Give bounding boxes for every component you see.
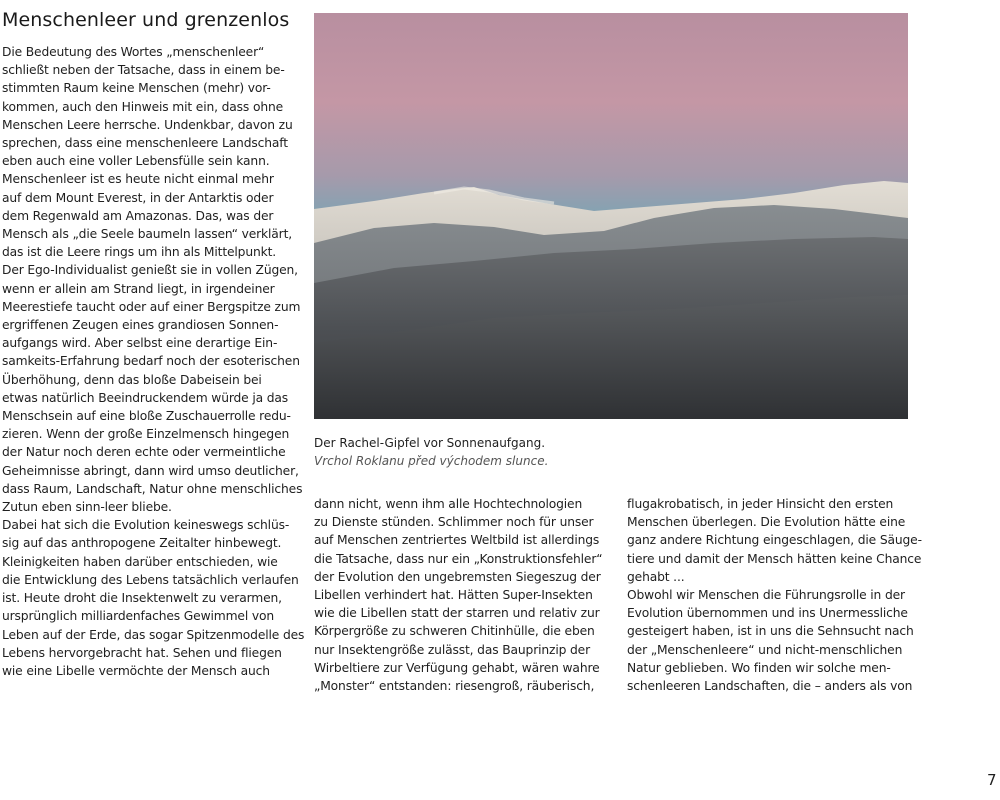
text-line: flugakrobatisch, in jeder Hinsicht den ersten bbox=[627, 497, 894, 511]
text-line: das ist die Leere rings um ihn als Mittelpunkt. bbox=[2, 245, 277, 260]
text-line: stimmten Raum keine Menschen (mehr) vor- bbox=[2, 81, 271, 96]
text-column-left bbox=[2, 43, 304, 680]
text-line: Geheimnisse abringt, dann wird umso deutlicher, bbox=[2, 463, 299, 478]
text-line: Wirbeltiere zur Verfügung gehabt, wären wahre bbox=[314, 660, 600, 675]
text-line: Kleinigkeiten haben darüber entschieden, wie bbox=[2, 554, 278, 569]
text-line: Leben auf der Erde, das sogar Spitzenmodelle des bbox=[2, 627, 305, 642]
text-line: der „Menschenleere“ und nicht-menschlichen bbox=[627, 642, 903, 657]
text-line: schließt neben der Tatsache, dass in einem be- bbox=[2, 63, 285, 78]
text-line: tiere und damit der Mensch hätten keine Chance bbox=[627, 551, 922, 566]
text-line: dem Regenwald am Amazonas. Das, was der bbox=[2, 208, 274, 223]
text-line: etwas natürlich Beeindruckendem würde ja das bbox=[2, 390, 289, 405]
text-line: dass Raum, Landschaft, Natur ohne menschliches bbox=[2, 481, 303, 496]
text-column-middle bbox=[314, 495, 602, 695]
text-line: auf dem Mount Everest, in der Antarktis oder bbox=[2, 190, 274, 205]
text-line: Der Ego-Individualist genießt sie in vollen Zügen, bbox=[2, 263, 298, 278]
text-line: nur Insektengröße zulässt, das Bauprinzip der bbox=[314, 642, 590, 657]
text-line: Körpergröße zu schweren Chitinhülle, die eben bbox=[314, 624, 595, 639]
text-line: Lebens hervorgebracht hat. Sehen und fliegen bbox=[2, 645, 282, 660]
text-line: zieren. Wenn der große Einzelmensch hingegen bbox=[2, 427, 290, 442]
text-column-right bbox=[627, 495, 922, 695]
text-line: wie die Libellen statt der starren und relativ zur bbox=[314, 606, 600, 621]
text-line: Die Bedeutung des Wortes „menschenleer“ bbox=[2, 45, 265, 59]
text-line: die Tatsache, dass nur ein „Konstruktionsfehler“ bbox=[314, 551, 603, 566]
text-line: dann nicht, wenn ihm alle Hochtechnologien bbox=[314, 497, 583, 511]
text-line: Meerestiefe taucht oder auf einer Bergspitze zum bbox=[2, 299, 301, 314]
text-line: sprechen, dass eine menschenleere Landschaft bbox=[2, 136, 288, 151]
text-line: aufgangs wird. Aber selbst eine derartige Ein- bbox=[2, 336, 278, 351]
text-line: Libellen verhindert hat. Hätten Super-Insekten bbox=[314, 588, 593, 603]
text-line: Überhöhung, denn das bloße Dabeisein bei bbox=[2, 372, 262, 387]
text-line: wenn er allein am Strand liegt, in irgendeiner bbox=[2, 281, 275, 296]
photo-caption bbox=[314, 434, 548, 470]
text-line: Obwohl wir Menschen die Führungsrolle in der bbox=[627, 588, 905, 603]
text-line: ist. Heute droht die Insektenwelt zu verarmen, bbox=[2, 591, 282, 606]
text-line: die Entwicklung des Lebens tatsächlich verlaufen bbox=[2, 572, 299, 587]
landscape-photo bbox=[314, 13, 908, 419]
text-line: kommen, auch den Hinweis mit ein, dass ohne bbox=[2, 99, 284, 114]
text-line: der Evolution den ungebremsten Siegeszug der bbox=[314, 569, 601, 584]
text-line: der Natur noch deren echte oder vermeintliche bbox=[2, 445, 286, 460]
text-line: „Monster“ entstanden: riesengroß, räuberisch, bbox=[314, 679, 595, 694]
caption-czech: Vrchol Roklanu před východem slunce. bbox=[314, 454, 549, 468]
text-line: Natur geblieben. Wo finden wir solche men- bbox=[627, 660, 891, 675]
text-line: gesteigert haben, ist in uns die Sehnsucht nach bbox=[627, 624, 914, 639]
text-line: auf Menschen zentriertes Weltbild ist allerdings bbox=[314, 533, 600, 548]
text-line: gehabt ... bbox=[627, 569, 685, 584]
text-line: Menschenleer ist es heute nicht einmal mehr bbox=[2, 172, 274, 187]
text-line: sig auf das anthropogene Zeitalter hinbewegt. bbox=[2, 536, 282, 551]
page-title: Menschenleer und grenzenlos bbox=[2, 9, 290, 31]
text-line: samkeits-Erfahrung bedarf noch der esoterischen bbox=[2, 354, 300, 369]
page-number: 7 bbox=[987, 771, 997, 789]
text-line: Menschen Leere herrsche. Undenkbar, davon zu bbox=[2, 117, 293, 132]
text-line: Menschsein auf eine bloße Zuschauerrolle redu- bbox=[2, 409, 291, 424]
text-line: zu Dienste stünden. Schlimmer noch für unser bbox=[314, 515, 594, 530]
text-line: wie eine Libelle vermöchte der Mensch auch bbox=[2, 663, 270, 678]
text-line: Evolution übernommen und ins Unermessliche bbox=[627, 606, 908, 621]
text-line: schenleeren Landschaften, die – anders als von bbox=[627, 679, 913, 694]
text-line: ursprünglich milliardenfaches Gewimmel von bbox=[2, 609, 275, 624]
text-line: Mensch als „die Seele baumeln lassen“ verklärt, bbox=[2, 227, 293, 242]
text-line: Menschen überlegen. Die Evolution hätte eine bbox=[627, 515, 906, 530]
text-line: eben auch eine voller Lebensfülle sein kann. bbox=[2, 154, 270, 169]
text-line: ganz andere Richtung eingeschlagen, die Säuge- bbox=[627, 533, 922, 548]
text-line: ergriffenen Zeugen eines grandiosen Sonnen- bbox=[2, 318, 279, 333]
text-line: Dabei hat sich die Evolution keineswegs schlüs- bbox=[2, 518, 290, 533]
caption-german: Der Rachel-Gipfel vor Sonnenaufgang. bbox=[314, 436, 546, 450]
text-line: Zutun eben sinn-leer bliebe. bbox=[2, 500, 172, 515]
